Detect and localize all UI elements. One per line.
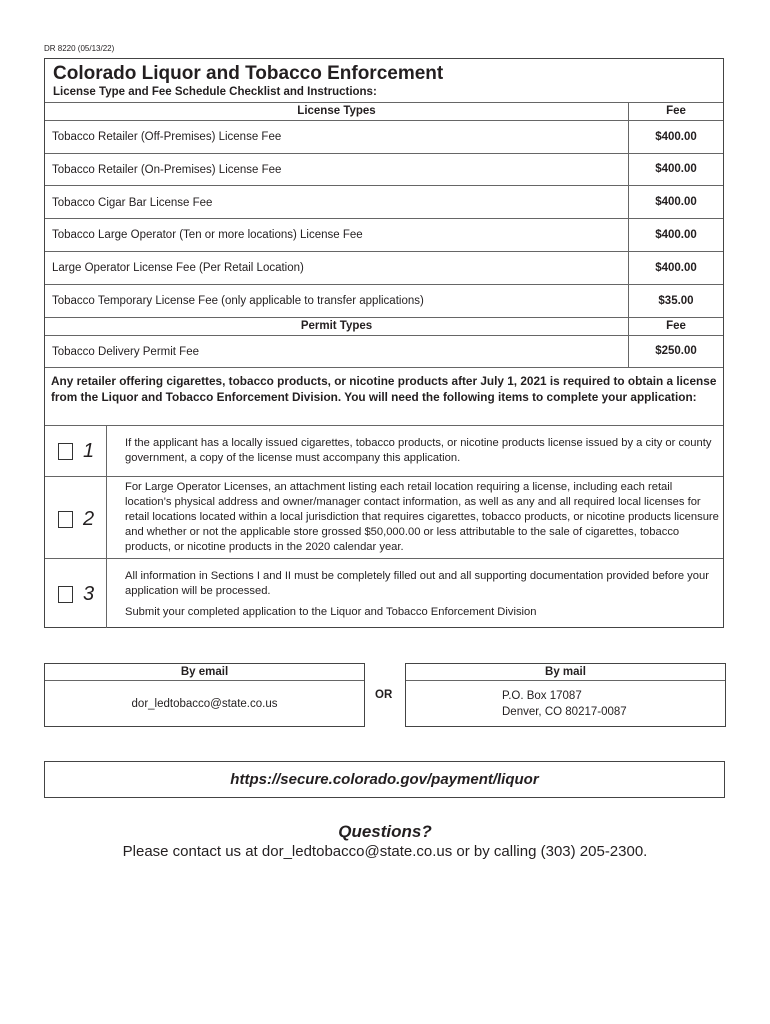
item-text: All information in Sections I and II must be completely filled out and all supporting documentation provided before your application will be processed.: [125, 570, 709, 597]
fee-schedule-box: [44, 58, 724, 628]
license-fee: $400.00: [628, 252, 723, 284]
table-row: [45, 218, 723, 251]
checklist-item: [45, 425, 723, 476]
license-types-heading: License Types: [297, 105, 376, 117]
permit-label: Tobacco Delivery Permit Fee: [52, 346, 199, 358]
questions-heading: Questions?: [338, 822, 432, 841]
item-number: 2: [83, 508, 95, 530]
license-table-header: [45, 102, 723, 120]
checklist-item: [45, 476, 723, 558]
table-row: [45, 284, 723, 317]
license-label: Tobacco Large Operator (Ten or more locations) License Fee: [52, 229, 363, 241]
permit-fee: $250.00: [628, 336, 723, 367]
license-label: Tobacco Retailer (Off-Premises) License Fee: [52, 131, 282, 143]
license-label: Tobacco Cigar Bar License Fee: [52, 197, 213, 209]
notice-text: Any retailer offering cigarettes, tobacco products, or nicotine products after July 1, 2021 is required to obtain a license from the Liquor and Tobacco Enforcement Division. You will need the following items to complete your application:: [51, 374, 717, 404]
mail-address-line1: P.O. Box 17087: [502, 690, 582, 702]
fee-heading: Fee: [628, 103, 723, 120]
checkbox-cell: [45, 559, 107, 628]
fee-heading: Fee: [628, 318, 723, 335]
checkbox[interactable]: [58, 511, 73, 528]
permit-table-header: [45, 317, 723, 335]
mail-heading: By mail: [406, 664, 725, 681]
item-text: If the applicant has a locally issued cigarettes, tobacco products, or nicotine products license issued by a city or county government, a copy of the license must accompany this application.: [125, 437, 712, 464]
mail-box: [405, 663, 726, 727]
license-label: Large Operator License Fee (Per Retail Location): [52, 262, 304, 274]
item-number: 3: [83, 583, 95, 605]
license-fee: $400.00: [628, 186, 723, 218]
license-fee: $400.00: [628, 121, 723, 153]
table-row: [45, 335, 723, 367]
license-fee: $35.00: [628, 285, 723, 317]
form-number: DR 8220 (05/13/22): [44, 44, 115, 53]
checkbox-cell: [45, 426, 107, 476]
email-heading: By email: [45, 664, 364, 681]
page-subtitle: License Type and Fee Schedule Checklist and Instructions:: [53, 86, 377, 98]
form-header: [45, 59, 723, 102]
permit-types-heading: Permit Types: [300, 320, 373, 332]
submit-email[interactable]: dor_ledtobacco@state.co.us: [131, 698, 278, 710]
item-text: For Large Operator Licenses, an attachment listing each retail location requiring a license, including each retail location’s physical address and owner/manager contact information, as well as any and all required local licenses for retail locations located within a local jurisdiction that requires cigarettes, tobacco products, or nicotine products licensure and whether or not the applicable store grossed $50,000.00 or less attributable to the sale of cigarettes, tobacco products, or nicotine products in the 2020 calendar year.: [125, 481, 719, 553]
table-row: [45, 185, 723, 218]
table-row: [45, 120, 723, 153]
contact-text: Please contact us at dor_ledtobacco@state.co.us or by calling (303) 205-2300.: [122, 843, 648, 860]
license-fee: $400.00: [628, 219, 723, 251]
payment-url-link[interactable]: https://secure.colorado.gov/payment/liquor: [44, 761, 725, 798]
table-row: [45, 153, 723, 185]
email-box: [44, 663, 365, 727]
mail-address-line2: Denver, CO 80217-0087: [502, 706, 627, 718]
license-fee: $400.00: [628, 154, 723, 185]
license-label: Tobacco Retailer (On-Premises) License Fee: [52, 164, 282, 176]
checkbox[interactable]: [58, 586, 73, 603]
license-label: Tobacco Temporary License Fee (only applicable to transfer applications): [52, 295, 424, 307]
checkbox-cell: [45, 477, 107, 558]
checkbox[interactable]: [58, 443, 73, 460]
page-title: Colorado Liquor and Tobacco Enforcement: [53, 63, 444, 84]
item-number: 1: [83, 440, 95, 462]
checklist-item: [45, 558, 723, 628]
item-text-submit: Submit your completed application to the Liquor and Tobacco Enforcement Division: [125, 606, 537, 618]
table-row: [45, 251, 723, 284]
divider: [45, 367, 723, 368]
or-label: OR: [375, 689, 393, 701]
